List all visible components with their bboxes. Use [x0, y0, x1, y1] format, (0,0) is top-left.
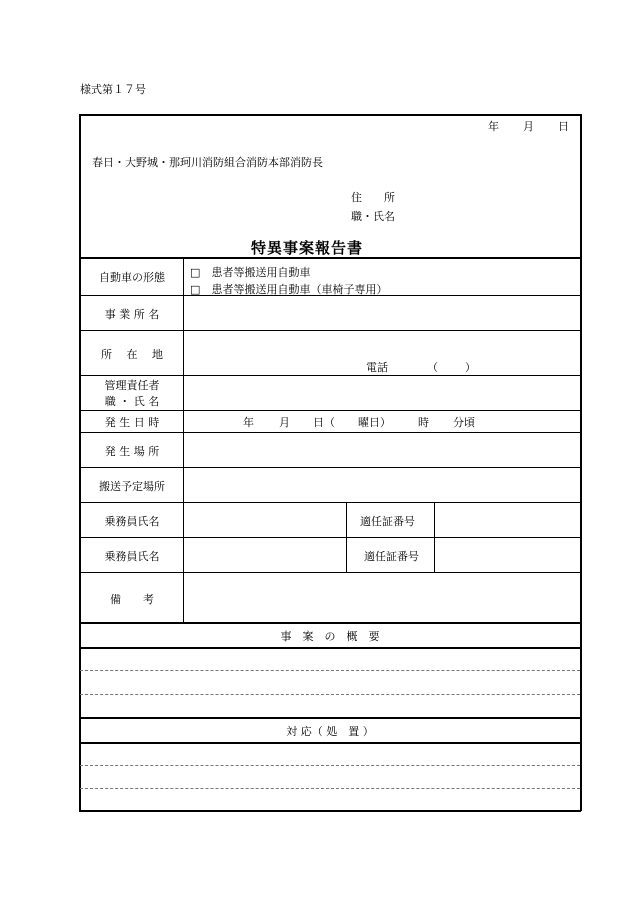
phone-label: 電話 — [366, 361, 388, 374]
summary-section-heading: 事 案 の 概 要 — [280, 630, 380, 643]
crew-name-label: 乗務員氏名 — [104, 550, 160, 563]
manager-label-line1: 管理責任者 — [104, 379, 160, 392]
phone-paren-open: （ — [427, 361, 438, 374]
dt-weekday: 曜日） — [358, 416, 391, 429]
office-name-label: 事 業 所 名 — [104, 308, 160, 321]
transport-destination-field[interactable] — [184, 468, 580, 502]
checkbox-icon[interactable]: □ — [190, 283, 201, 296]
vehicle-option[interactable] — [190, 278, 388, 297]
checkbox-icon[interactable]: □ — [190, 266, 201, 279]
location-label: 所 在 地 — [101, 348, 163, 361]
dt-hour: 時 — [418, 416, 429, 429]
page-title: 特異事案報告書 — [251, 239, 364, 257]
date-year-label: 年 — [488, 120, 499, 133]
crew-name-label: 乗務員氏名 — [104, 515, 160, 528]
crew-name-field[interactable] — [184, 503, 346, 537]
frame-right — [580, 114, 582, 811]
addressee: 春日・大野城・那珂川消防組合消防本部消防長 — [92, 156, 323, 169]
vehicle-option-label: 患者等搬送用自動車（車椅子専用） — [211, 283, 388, 296]
manager-field[interactable] — [184, 376, 580, 410]
cert-number-label: 適任証番号 — [360, 515, 415, 528]
remarks-field[interactable] — [184, 573, 580, 622]
row-divider — [79, 257, 581, 259]
dt-year: 年 — [243, 416, 254, 429]
applicant-name-label: 職・氏名 — [351, 210, 395, 223]
dt-month: 月 — [279, 416, 290, 429]
vehicle-option-label: 患者等搬送用自動車 — [211, 266, 311, 279]
summary-field[interactable] — [80, 649, 580, 717]
occurred-datetime-label: 発 生 日 時 — [104, 416, 160, 429]
applicant-address-label: 住 所 — [351, 191, 395, 204]
manager-label-line2: 職 ・ 氏 名 — [104, 395, 160, 408]
cert-number-field[interactable] — [435, 503, 580, 537]
date-month-label: 月 — [523, 120, 534, 133]
phone-paren-close: ） — [465, 361, 476, 374]
occurred-place-label: 発 生 場 所 — [104, 445, 160, 458]
row-divider — [79, 622, 581, 624]
vehicle-type-label: 自動車の形態 — [99, 271, 165, 284]
response-field[interactable] — [80, 744, 580, 810]
response-section-heading: 対 応（ 処 置 ） — [286, 725, 374, 738]
cert-number-field[interactable] — [435, 538, 580, 572]
office-name-field[interactable] — [184, 296, 580, 330]
dt-day: 日（ — [313, 416, 335, 429]
row-divider — [79, 717, 581, 719]
dt-minute: 分頃 — [453, 416, 475, 429]
form-number: 様式第１７号 — [80, 83, 146, 96]
transport-destination-label: 搬送予定場所 — [99, 480, 165, 493]
frame-bottom — [79, 810, 581, 812]
date-day-label: 日 — [558, 120, 569, 133]
cert-number-label: 適任証番号 — [364, 550, 419, 563]
occurred-place-field[interactable] — [184, 433, 580, 467]
frame-top — [79, 114, 581, 116]
row-divider — [79, 410, 581, 411]
remarks-label: 備 考 — [110, 593, 154, 606]
crew-name-field[interactable] — [184, 538, 346, 572]
crew-column-divider — [346, 502, 347, 572]
